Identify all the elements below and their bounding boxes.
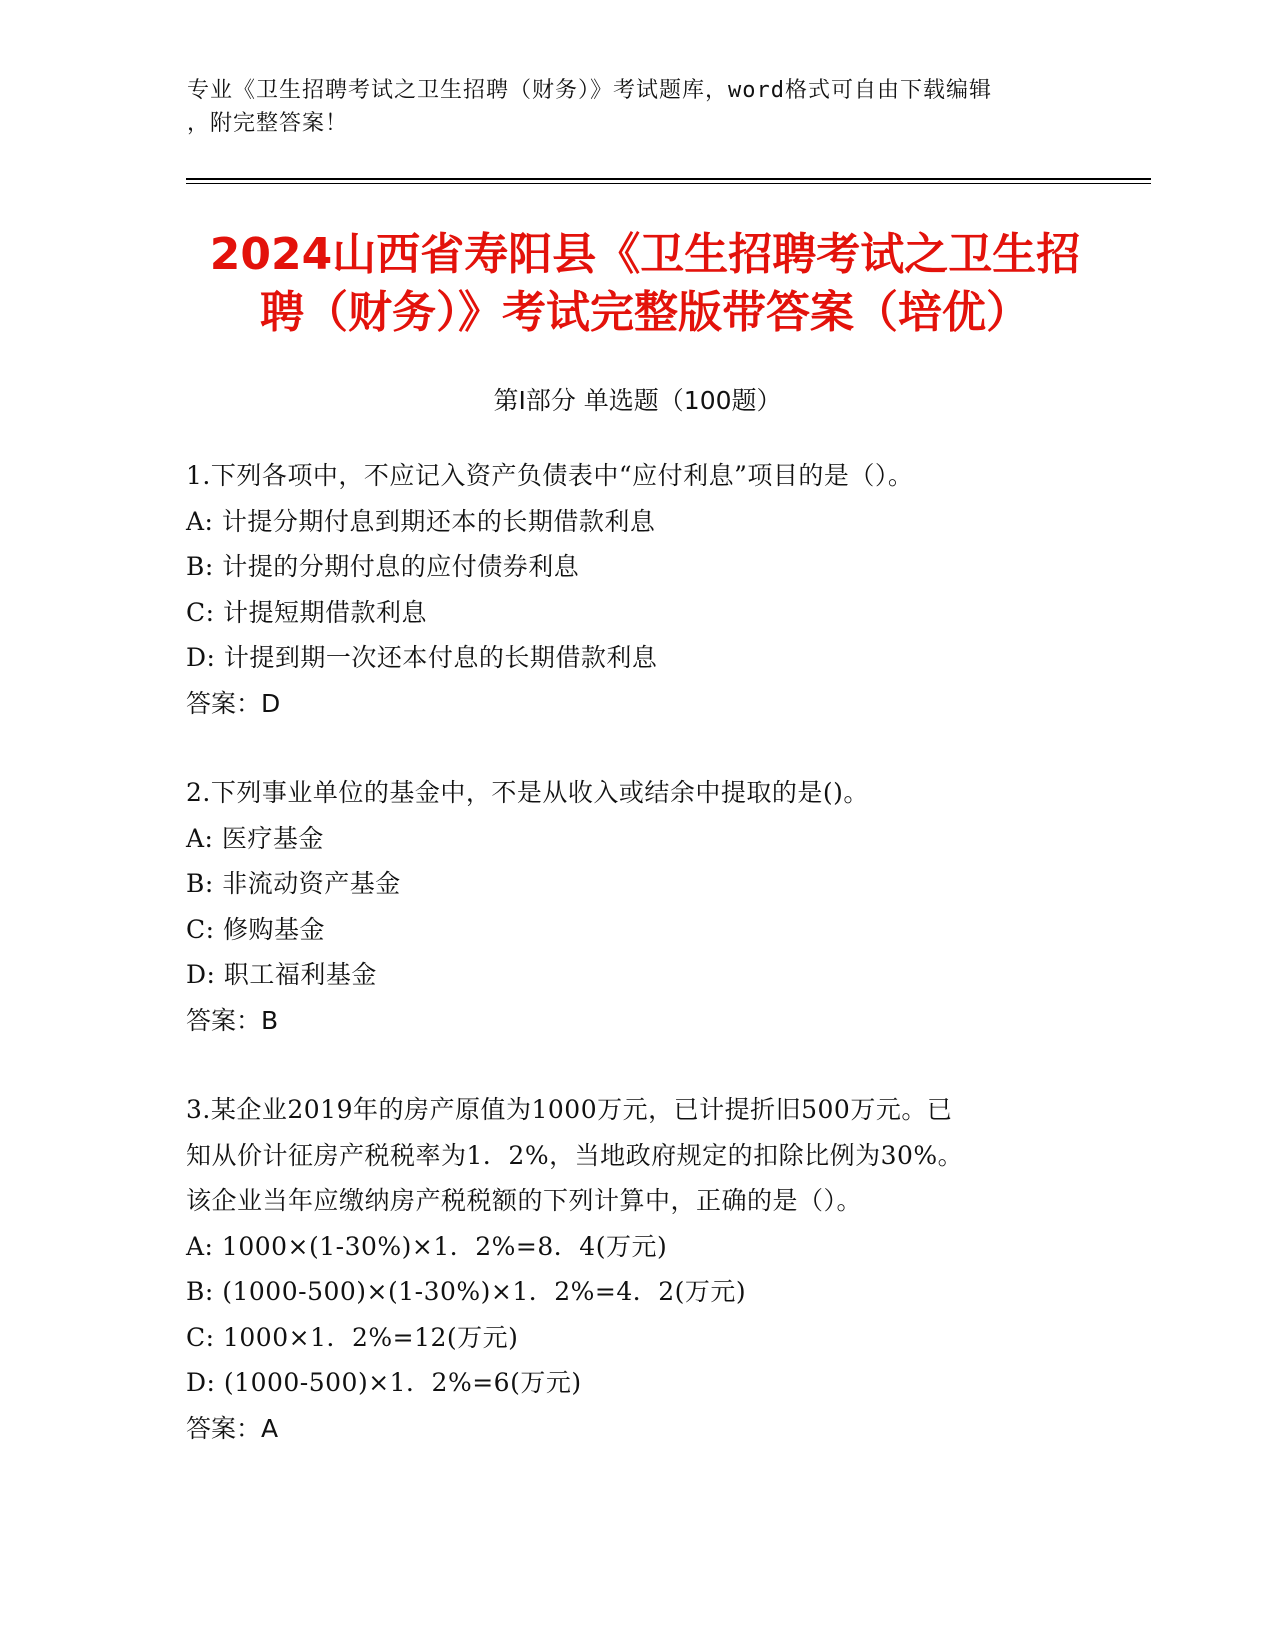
document-title-line2: 聘（财务）》考试完整版带答案（培优） (260, 287, 1030, 338)
option-b: B: 计提的分期付息的应付债券利息 (186, 552, 580, 581)
header-divider-thick (186, 178, 1151, 180)
header-note-line1: 专业《卫生招聘考试之卫生招聘（财务）》考试题库，word格式可自由下载编辑 (187, 78, 992, 103)
option-d: D: 计提到期一次还本付息的长期借款利息 (186, 643, 658, 672)
question-1 (186, 453, 1086, 726)
option-b: B: 非流动资产基金 (186, 869, 401, 898)
option-c: C: 1000×1．2%=12(万元) (186, 1322, 519, 1352)
option-c: C: 修购基金 (186, 914, 325, 944)
section-title: 第Ⅰ部分 单选题（100题） (493, 386, 782, 415)
question-stem-line2: 知从价计征房产税税率为1．2%，当地政府规定的扣除比例为30%。 (186, 1140, 964, 1170)
question-2 (186, 770, 1086, 1043)
document-title (180, 226, 1110, 342)
header-note (187, 74, 1087, 140)
answer: 答案：A (186, 1413, 279, 1443)
option-d: D: 职工福利基金 (186, 960, 377, 989)
option-a: A: 1000×(1-30%)×1．2%=8．4(万元) (186, 1231, 668, 1261)
question-stem: 1.下列各项中，不应记入资产负债表中“应付利息”项目的是（）。 (186, 461, 914, 490)
answer: 答案：B (186, 1005, 279, 1035)
option-a: A: 计提分期付息到期还本的长期借款利息 (186, 506, 656, 536)
option-d: D: (1000-500)×1．2%=6(万元) (186, 1368, 582, 1397)
header-divider-thin (186, 183, 1151, 184)
question-stem-line1: 3.某企业2019年的房产原值为1000万元，已计提折旧500万元。已 (186, 1095, 953, 1124)
question-stem-line3: 该企业当年应缴纳房产税税额的下列计算中，正确的是（）。 (186, 1186, 863, 1215)
header-note-line2: ，附完整答案！ (187, 111, 349, 136)
answer: 答案：D (186, 688, 281, 718)
option-a: A: 医疗基金 (186, 823, 324, 853)
option-b: B: (1000-500)×(1-30%)×1．2%=4．2(万元) (186, 1277, 747, 1306)
option-c: C: 计提短期借款利息 (186, 597, 427, 627)
document-title-line1: 2024山西省寿阳县《卫生招聘考试之卫生招 (209, 229, 1081, 280)
question-stem: 2.下列事业单位的基金中，不是从收入或结余中提取的是()。 (186, 778, 869, 807)
question-3 (186, 1087, 1086, 1451)
